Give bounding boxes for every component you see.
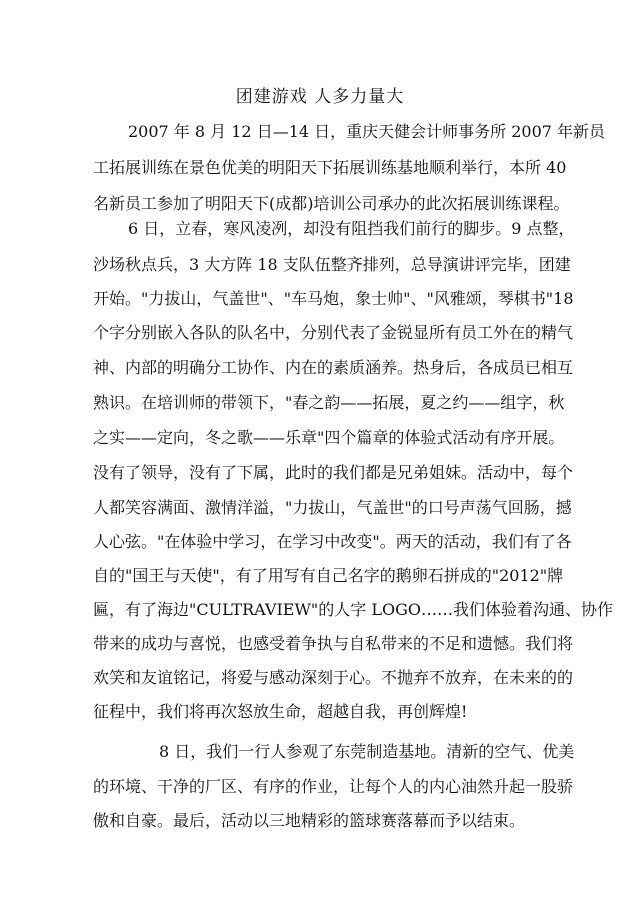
paragraph-2-line-5: 神、内部的明确分工协作、内在的素质涵养。热身后，各成员已相互 xyxy=(93,358,574,377)
paragraph-2-line-2: 沙场秋点兵，3 大方阵 18 支队伍整齐排列，总导演讲评完毕，团建 xyxy=(93,255,571,274)
document-title: 团建游戏 人多力量大 xyxy=(235,87,405,107)
paragraph-2-line-14: 欢笑和友谊铭记，将爱与感动深刻于心。不抛弃不放弃，在未来的的 xyxy=(93,668,574,687)
paragraph-1-line-3: 名新员工参加了明阳天下(成都)培训公司承办的此次拓展训练课程。 xyxy=(93,194,570,213)
paragraph-2-line-1: 6 日，立春，寒风凌冽，却没有阻挡我们前行的脚步。9 点整， xyxy=(128,219,575,238)
paragraph-2-line-11: 自的"国王与天使"，有了用写有自己名字的鹅卵石拼成的"2012"牌 xyxy=(93,566,564,585)
paragraph-2-line-13: 带来的成功与喜悦，也感受着争执与自私带来的不足和遗憾。我们将 xyxy=(93,634,574,653)
paragraph-1-line-1: 2007 年 8 月 12 日—14 日，重庆天健会计师事务所 2007 年新员 xyxy=(128,122,606,141)
paragraph-1-line-2: 工拓展训练在景色优美的明阳天下拓展训练基地顺利举行，本所 40 xyxy=(93,158,567,177)
paragraph-2-line-8: 没有了领导，没有了下属，此时的我们都是兄弟姐妹。活动中，每个 xyxy=(93,463,574,482)
paragraph-2-line-4: 个字分别嵌入各队的队名中，分别代表了金锐显所有员工外在的精气 xyxy=(93,323,574,342)
paragraph-2-line-10: 人心弦。"在体验中学习，在学习中改变"。两天的活动，我们有了各 xyxy=(93,532,572,551)
paragraph-3-line-2: 的环境、干净的厂区、有序的作业，让每个人的内心油然升起一股骄 xyxy=(93,777,574,796)
paragraph-3-line-1: 8 日，我们一行人参观了东莞制造基地。清新的空气、优美 xyxy=(159,742,575,761)
paragraph-2-line-7: 之实——定向，冬之歌——乐章"四个篇章的体验式活动有序开展。 xyxy=(93,428,565,447)
paragraph-2-line-12: 匾，有了海边"CULTRAVIEW"的人字 LOGO……我们体验着沟通、协作 xyxy=(93,600,613,619)
paragraph-3-line-3: 傲和自豪。最后，活动以三地精彩的篮球赛落幕而予以结束。 xyxy=(93,811,526,830)
paragraph-2-line-15: 征程中，我们将再次怒放生命，超越自我，再创辉煌! xyxy=(93,702,468,721)
paragraph-2-line-3: 开始。"力拔山，气盖世"、"车马炮，象士帅"、"风雅颂，琴棋书"18 xyxy=(93,289,574,308)
paragraph-2-line-6: 熟识。在培训师的带领下，"春之韵——拓展，夏之约——组字，秋 xyxy=(93,393,565,412)
paragraph-2-line-9: 人都笑容满面、激情洋溢，"力拔山，气盖世"的口号声荡气回肠，撼 xyxy=(93,498,572,517)
